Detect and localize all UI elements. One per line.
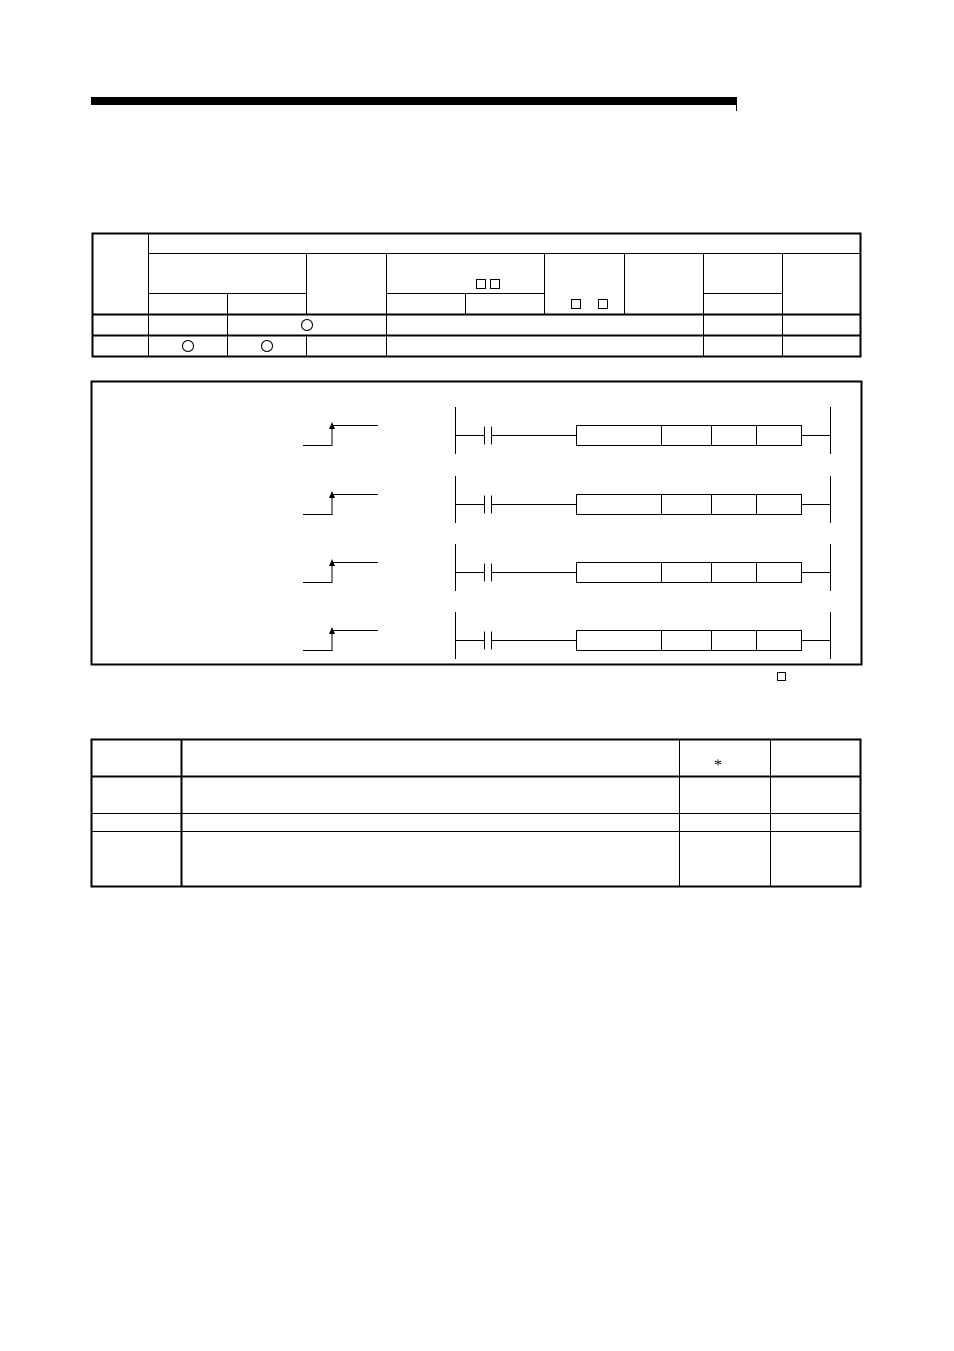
square-symbol [572, 300, 581, 309]
rising-edge-waveform-3 [303, 563, 378, 583]
rising-edge-waveform-1 [303, 426, 378, 446]
device-table [93, 234, 861, 357]
circle-mark [183, 341, 194, 352]
device-table-frame [93, 234, 861, 357]
ladder-footnote-square-symbol [777, 672, 786, 681]
circle-mark [262, 341, 273, 352]
square-symbol [491, 280, 500, 289]
instruction-box-2 [577, 495, 802, 515]
ladder-diagram-frame [92, 382, 862, 665]
instruction-box-1 [577, 426, 802, 446]
square-symbol [477, 280, 486, 289]
circle-mark [302, 320, 313, 331]
ladder-diagram [92, 382, 862, 665]
instruction-box-4 [577, 631, 802, 651]
rising-edge-waveform-2 [303, 495, 378, 515]
settings-table [92, 740, 861, 887]
rising-edge-waveform-4 [303, 631, 378, 651]
instruction-box-3 [577, 563, 802, 583]
square-symbol [599, 300, 608, 309]
settings-table-header-marker: * [714, 757, 722, 774]
